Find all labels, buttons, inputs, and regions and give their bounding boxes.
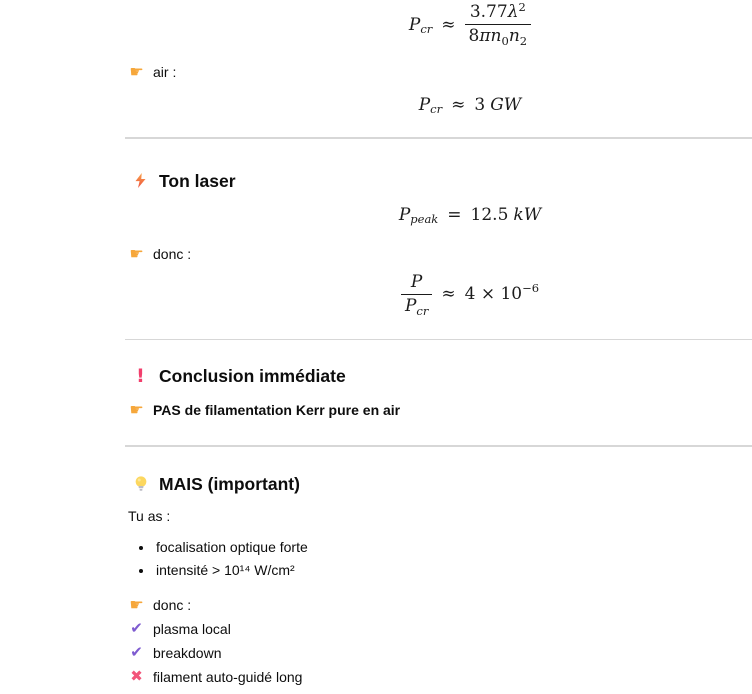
heading-ton-laser: [132, 170, 752, 192]
intro-line: Tu as :: [128, 507, 171, 524]
bullet-list: [125, 536, 752, 582]
pointing-hand-icon: ☛: [129, 62, 144, 81]
air-line: [128, 63, 752, 81]
fraction-numerator: $3.77\lambda^2$: [469, 0, 526, 22]
fraction-denominator: $8\pi n_0n_2$: [465, 24, 532, 45]
math-var: P: [398, 204, 411, 225]
section-divider: [125, 445, 752, 447]
math-var: P: [408, 14, 421, 35]
air-label: air :: [153, 64, 177, 80]
math-value: 12.5: [470, 204, 509, 225]
pointing-hand-icon: ☛: [129, 594, 144, 614]
pointing-hand-icon: ☛: [129, 400, 144, 419]
math-subscript: peak: [410, 211, 439, 226]
heading-text: Ton laser: [159, 170, 236, 191]
donc-label: donc :: [153, 245, 192, 262]
math-fraction: [401, 271, 432, 318]
section-divider: [125, 339, 752, 341]
list-item: • intensité > 10¹⁴ W/cm²: [154, 559, 752, 582]
math-unit: kW: [513, 204, 542, 225]
checklist-row: [128, 644, 752, 662]
math-exponent: −6: [522, 281, 540, 295]
heading-conclusion: [132, 365, 752, 387]
math-value: 4 × 10: [464, 284, 523, 304]
math-relation: ≈: [441, 284, 456, 304]
donc-line: [128, 245, 752, 263]
formula-power-ratio: [125, 271, 752, 318]
conclusion-statement: [128, 401, 752, 419]
checklist-label: breakdown: [153, 644, 222, 661]
heading-text: Conclusion immédiate: [159, 366, 346, 386]
lightning-icon: [132, 172, 149, 189]
donc-label: donc :: [153, 596, 192, 613]
fraction-denominator: $P_{cr}$: [401, 294, 432, 315]
math-subscript: cr: [420, 21, 433, 36]
statement-text: PAS de filamentation Kerr pure en air: [153, 402, 401, 418]
fraction-numerator: P: [410, 271, 423, 292]
checklist-label: filament auto-guidé long: [153, 668, 303, 685]
heading-mais: [132, 473, 752, 495]
list-item: • focalisation optique forte: [154, 536, 752, 559]
math-subscript: cr: [430, 102, 443, 116]
formula-pcr-air: [125, 95, 752, 115]
math-relation: ≈: [441, 14, 456, 35]
cross-icon: ✖: [130, 667, 143, 685]
exclamation-icon: !: [136, 364, 145, 387]
result-checklist: [125, 620, 752, 686]
section-divider: [125, 137, 752, 139]
math-fraction: [465, 0, 532, 48]
heading-text: MAIS (important): [159, 473, 300, 494]
math-relation: =: [447, 204, 462, 225]
chat-message: [125, 0, 752, 686]
math-relation: ≈: [451, 95, 466, 115]
formula-critical-power: [125, 0, 752, 48]
math-var: P: [418, 95, 431, 115]
math-unit: GW: [490, 95, 522, 115]
checklist-row: [128, 620, 752, 638]
lightbulb-icon: [132, 475, 149, 493]
pointing-hand-icon: ☛: [129, 243, 144, 263]
check-icon: ✔: [130, 619, 143, 637]
checklist-label: plasma local: [153, 620, 231, 637]
math-value: 3: [474, 95, 486, 115]
check-icon: ✔: [130, 643, 143, 661]
formula-peak-power: [125, 205, 752, 225]
donc-line: [128, 596, 752, 614]
checklist-row: [128, 668, 752, 686]
